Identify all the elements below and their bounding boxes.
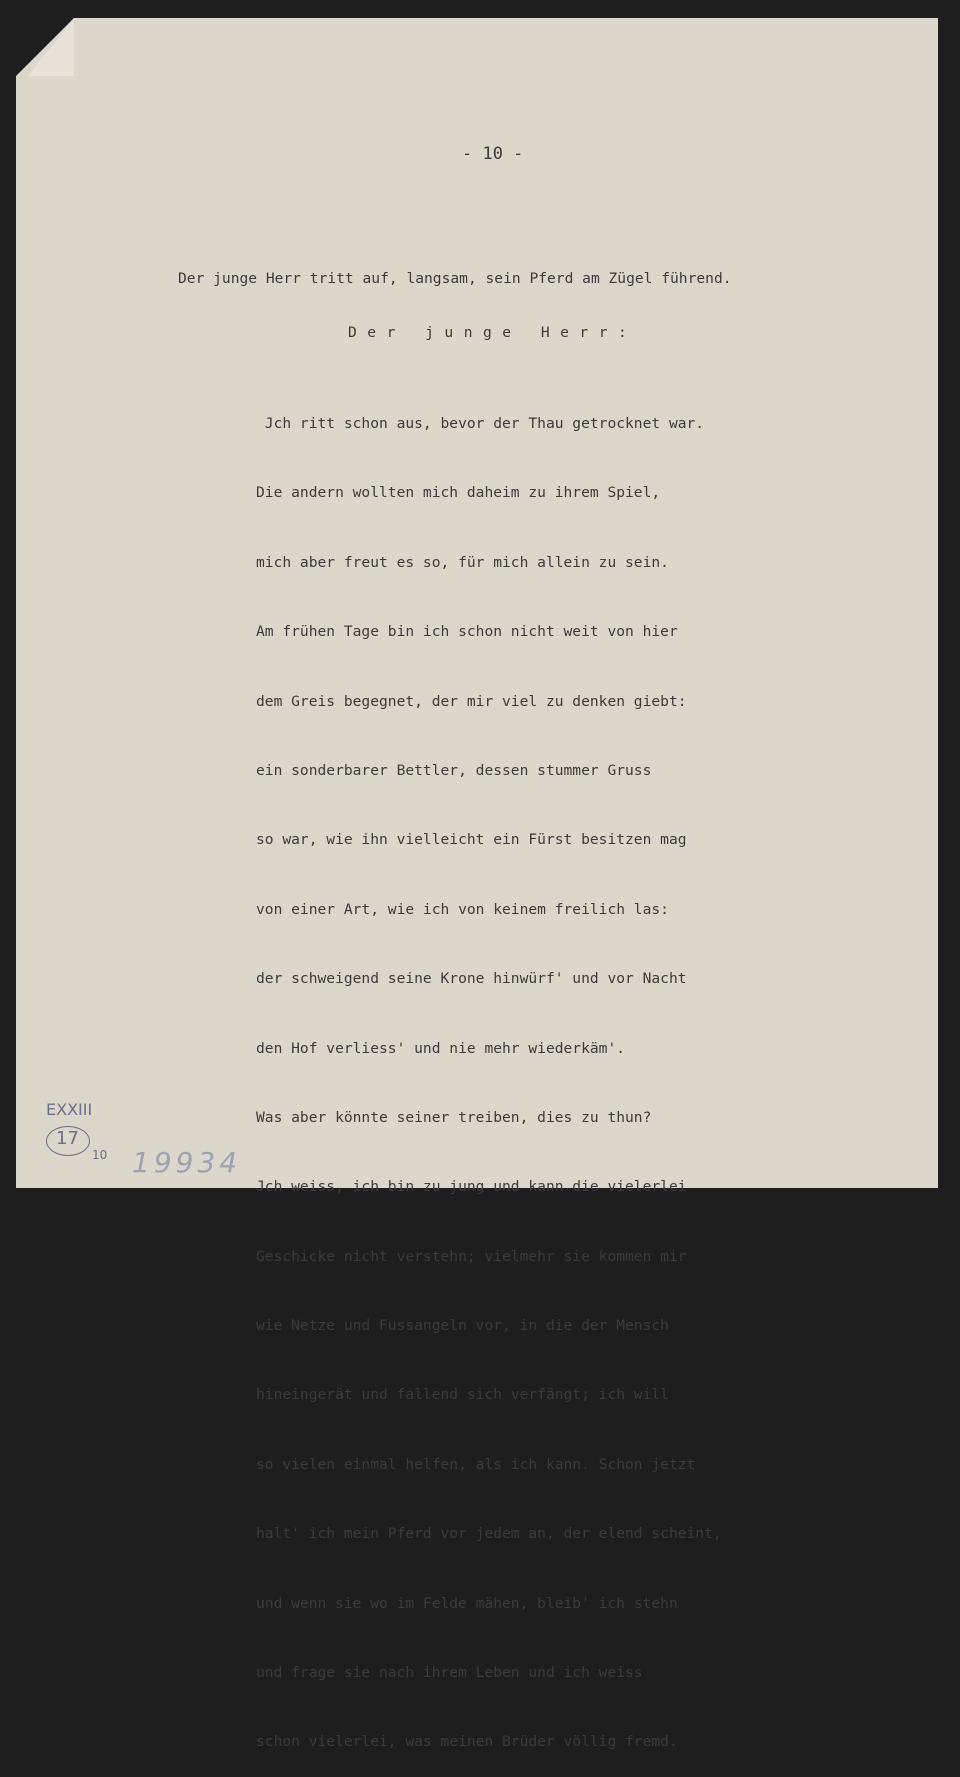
speaker-heading: Der junge Herr: [348,324,638,341]
verse-line: und wenn sie wo im Felde mähen, bleib' ich stehn [256,1594,678,1612]
corner-fold [28,18,74,76]
verse-line: so war, wie ihn vielleicht ein Fürst besitzen mag [256,831,687,849]
verse-line: Die andern wollten mich daheim zu ihrem Spiel, [256,484,661,502]
verse-line: und frage sie nach ihrem Leben und ich weiss [256,1664,643,1682]
folio-number: 17 [56,1128,79,1149]
verse-block [256,372,722,1777]
verse-line: dem Greis begegnet, der mir viel zu denken giebt: [256,692,687,710]
verse-line: Was aber könnte seiner treiben, dies zu thun? [256,1108,652,1126]
verse-line: wie Netze und Fussangeln vor, in die der Mensch [256,1317,669,1335]
verse-line: halt' ich mein Pferd vor jedem an, der elend scheint, [256,1525,722,1543]
page-number: - 10 - [462,144,524,164]
inventory-number: 19934 [132,1146,242,1179]
archive-mark: EXXIII [46,1100,93,1119]
verse-line: hineingerät und fallend sich verfängt; ich will [256,1386,669,1404]
verse-line: mich aber freut es so, für mich allein zu sein. [256,553,669,571]
verse-line: Geschicke nicht verstehn; vielmehr sie kommen mir [256,1247,687,1265]
folio-sub-number: 10 [92,1148,108,1162]
verse-line: den Hof verliess' und nie mehr wiederkäm'. [256,1039,626,1057]
verse-line: von einer Art, wie ich von keinem freilich las: [256,900,669,918]
verse-line: Am frühen Tage bin ich schon nicht weit von hier [256,623,678,641]
verse-line: Jch ritt schon aus, bevor der Thau getrocknet war. [256,415,705,432]
verse-line: ein sonderbarer Bettler, dessen stummer Gruss [256,761,652,779]
stage-direction: Der junge Herr tritt auf, langsam, sein Pferd am Zügel führend. [178,270,732,287]
verse-line: schon vielerlei, was meinen Brüder völlig fremd. [256,1733,678,1751]
verse-line: Jch weiss, ich bin zu jung und kann die vielerlei [256,1178,687,1196]
verse-line: so vielen einmal helfen, als ich kann. Schon jetzt [256,1455,696,1473]
verse-line: der schweigend seine Krone hinwürf' und vor Nacht [256,970,687,988]
